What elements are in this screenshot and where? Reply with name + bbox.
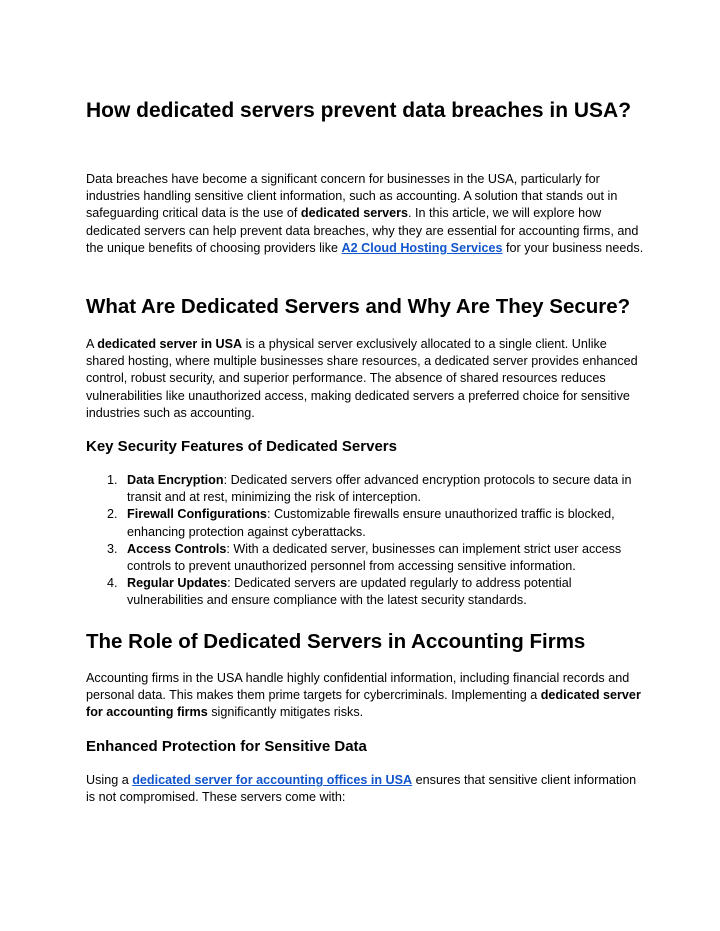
- intro-text-2: . In this article, we will explore how dedicated servers can help prevent data breaches, why they are essential for accounting firms, and the unique benefits of choosing providers like: [86, 206, 639, 255]
- list-item-term: Firewall Configurations: [127, 507, 267, 522]
- section3-text-2: ensures that sensitive client information is not compromised. These servers come with:: [86, 773, 637, 805]
- section3-text-1: Using a: [86, 773, 133, 787]
- section3-paragraph: [86, 772, 646, 806]
- list-item-term: Data Encryption: [127, 473, 224, 487]
- subheading-enhanced-protection: Enhanced Protection for Sensitive Data: [86, 738, 367, 755]
- list-item: [86, 541, 646, 575]
- a2-cloud-hosting-link[interactable]: A2 Cloud Hosting Services: [341, 240, 503, 255]
- intro-text-3: for your business needs.: [502, 240, 644, 255]
- list-item-term: Regular Updates: [127, 576, 228, 591]
- page-title: How dedicated servers prevent data breaches in USA?: [86, 99, 632, 122]
- accounting-offices-link[interactable]: dedicated server for accounting offices in USA: [132, 773, 413, 787]
- list-item-term: Access Controls: [127, 541, 227, 556]
- list-item: [86, 506, 646, 540]
- section2-paragraph: [86, 670, 646, 722]
- section1-paragraph: [86, 336, 646, 422]
- list-item: [86, 472, 646, 506]
- intro-bold-dedicated-servers: dedicated servers: [300, 206, 409, 221]
- section2-bold-term: dedicated server for accounting firms: [86, 688, 641, 720]
- security-features-list: [86, 472, 646, 610]
- list-item-desc: : Dedicated servers offer advanced encryption protocols to secure data in transit and at rest, minimizing the risk of interception.: [127, 473, 632, 505]
- section1-bold-term: dedicated server in USA: [97, 337, 243, 351]
- list-item-desc: : Dedicated servers are updated regularly to address potential vulnerabilities and ensure compliance with the latest security standards.: [127, 576, 572, 608]
- list-item-number: 2.: [107, 507, 118, 522]
- section1-text-2: is a physical server exclusively allocated to a single client. Unlike shared hosting, where multiple businesses share resources, a dedicated server provides enhanced control, robust security, and superior performance. The absence of shared resources reduces vulnerabilities like unauthorized access, making dedicated servers a preferred choice for sensitive industries such as accounting.: [86, 337, 638, 420]
- list-item-desc: : With a dedicated server, businesses can implement strict user access controls to prevent unauthorized personnel from accessing sensitive information.: [127, 541, 622, 574]
- section-heading-what-are: What Are Dedicated Servers and Why Are They Secure?: [86, 295, 631, 318]
- list-item-desc: : Customizable firewalls ensure unauthorized traffic is blocked, enhancing protection against cyberattacks.: [127, 507, 615, 539]
- section2-text-1: Accounting firms in the USA handle highly confidential information, including financial records and personal data. This makes them prime targets for cybercriminals. Implementing a: [86, 671, 630, 703]
- intro-text-1: Data breaches have become a significant concern for businesses in the USA, particularly for industries handling sensitive client information, such as accounting. A solution that stands out in safeguarding critical data is the use of: [86, 172, 618, 221]
- section-heading-role: The Role of Dedicated Servers in Accounting Firms: [86, 630, 586, 653]
- section2-text-2: significantly mitigates risks.: [207, 705, 364, 720]
- intro-paragraph: [86, 171, 646, 257]
- list-item-number: 3.: [107, 541, 118, 556]
- list-item: [86, 575, 646, 609]
- subheading-key-features: Key Security Features of Dedicated Servers: [86, 438, 397, 455]
- section1-text-1: A: [86, 337, 98, 351]
- list-item-number: 4.: [107, 576, 118, 591]
- list-item-number: 1.: [107, 473, 118, 487]
